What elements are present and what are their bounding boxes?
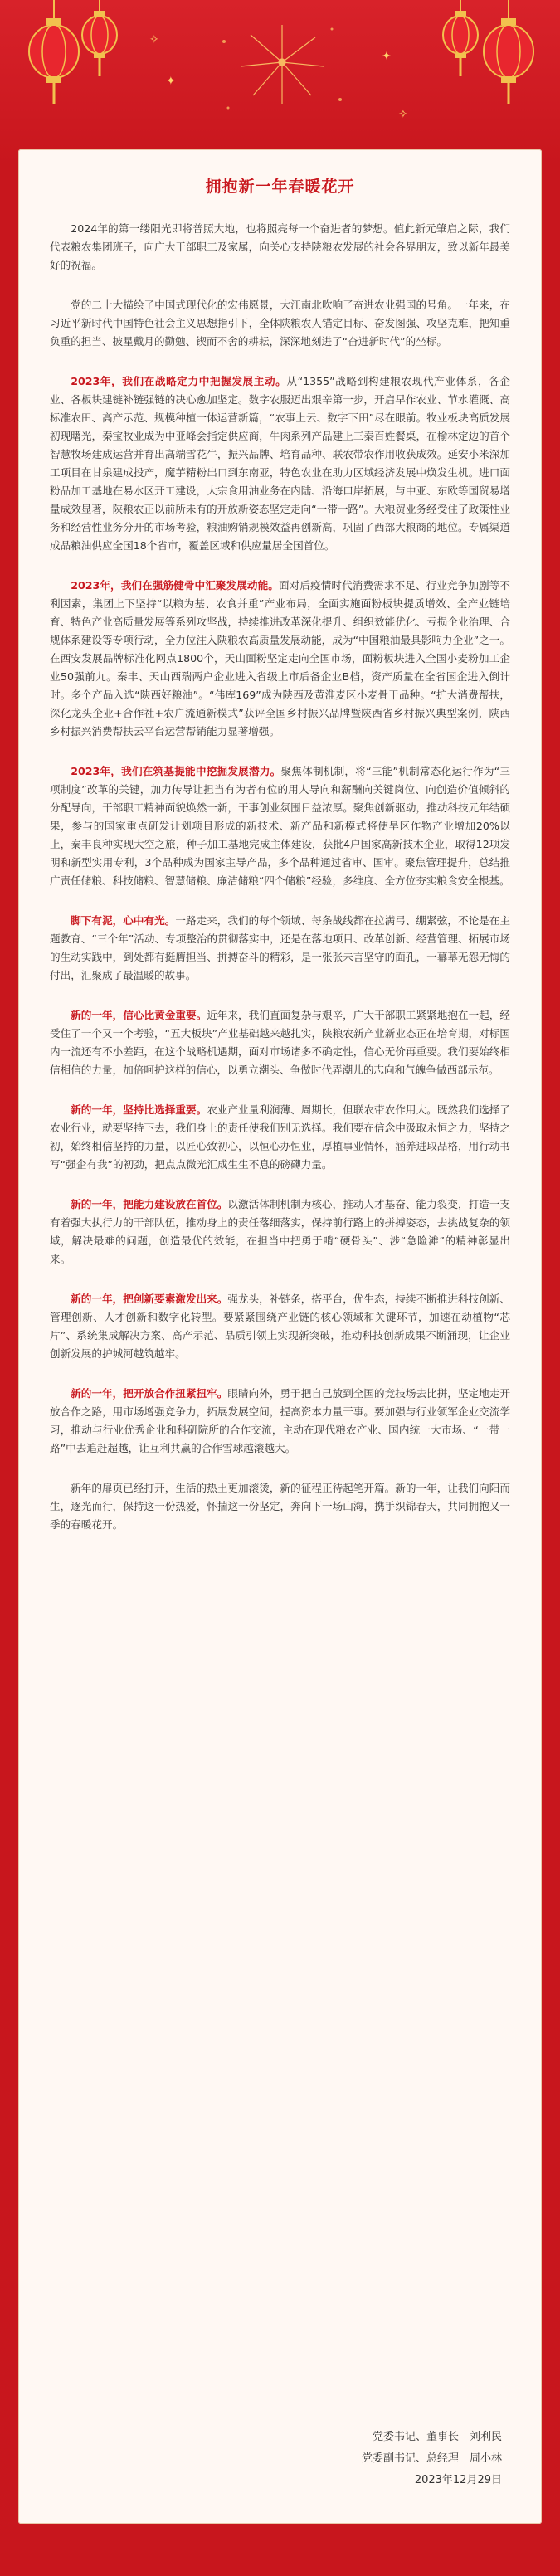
lantern-icon xyxy=(79,0,120,79)
lantern-icon xyxy=(440,0,481,79)
paragraph: 新年的扉页已经打开，生活的热土更加滚烫，新的征程正待起笔开篇。新的一年，让我们向阳而生，逐光而行，保持这一份热爱，怀揣这一份坚定，奔向下一场山海，携手织锦春天，共同拥抱又一季的春暖花开。 xyxy=(50,1482,510,1531)
paragraph: 新的一年，把开放合作扭紧扭牢。眼睛向外，勇于把自己放到全国的竞技场去比拼，坚定地走开放合作之路，用市场增强竞争力，拓展发展空间，提高资本力量干事。要加强与行业领军企业交流学习，推动与行业优秀企业和科研院所的合作交流，主动在现代粮农产业、国内统一大市场、“一带一路”中去追赶超越，让互利共赢的合作雪球越滚越大。 xyxy=(50,1387,511,1454)
paragraph: 党的二十大描绘了中国式现代化的宏伟愿景，大江南北吹响了奋进农业强国的号角。一年来，在习近平新时代中国特色社会主义思想指引下，全体陕粮农人锚定目标、奋发图强、攻坚克难，把知重负重的担当、披星戴月的勤勉、锲而不舍的耕耘，深深地刻进了“奋进新时代”的坐标。 xyxy=(50,299,510,348)
signature xyxy=(362,2427,502,2491)
paragraph: 脚下有泥，心中有光。一路走来，我们的每个领域、每条战线都在拉满弓、绷紧弦，不论是在主题教育、“三个年”活动、专项整治的贯彻落实中，还是在落地项目、改革创新、经营管理、拓展市场的生动实践中，到处都有挺膺担当、拼搏奋斗的精彩，是一张张未言坚守的面孔，一幕幕无怨无悔的付出，汇聚成了最温暖的故事。 xyxy=(50,914,511,981)
signature-line: 党委副书记、总经理 周小林 xyxy=(361,2452,502,2465)
lantern-icon xyxy=(25,0,83,108)
paragraph: 2023年，我们在筑基提能中挖掘发展潜力。聚焦体制机制，将“三能”机制常态化运行作为“三项制度”改革的关键，加力传导让担当有为者有位的用人导向和薪酬向关键岗位、向创造价值倾斜的分配导向，干部职工精神面貌焕然一新，干事创业氛围日益浓厚。聚焦创新驱动，推动科技元年结硕果，参与的国家重点研发计划项目形成的新技术、新产品和新模式将使旱区作物产业增加20%以上，秦丰良种实现大空之旅，种子加工基地完成主体建设，获批4户国家高新技术企业，取得12项发明和新型实用专利，3个品种成为国家主导产品，多个品种通过省审、国审。聚焦管理提升，总结推广责任储粮、科技储粮、智慧储粮、廉洁储粮“四个储粮”经验，多维度、全方位夯实粮食安全根基。 xyxy=(50,765,510,887)
paragraph: 新的一年，坚持比选择重要。农业产业量利润薄、周期长，但联农带农作用大。既然我们选择了农业行业，就要坚持下去，我们身上的责任使我们别无选择。我们要在信念中汲取永恒之力，坚持之初，始终相信坚持的力量，以匠心致初心，以恒心办恒业，厚植事业情怀，涵养进取品格，用行动书写“强企有我”的初劲，把点点微光汇成生生不息的磅礴力量。 xyxy=(50,1103,511,1171)
paragraph: 2024年的第一缕阳光即将普照大地，也将照亮每一个奋进者的梦想。值此新元肇启之际，我们代表粮农集团班子，向广大干部职工及家属，向关心支持陕粮农发展的社会各界朋友，致以新年最美好的祝福。 xyxy=(50,222,510,271)
paragraph: 新的一年，把能力建设放在首位。以激活体制机制为核心，推动人才基奋、能力裂变，打造一支有着强大执行力的干部队伍，推动身上的责任落细落实，保持前行路上的拼搏姿态，去挑战复杂的领域，解决最难的问题，创造最优的效能，在担当中把勇于啃“硬骨头”、涉“急险滩”的精神彰显出来。 xyxy=(50,1198,511,1265)
banner: ✦ ✦ ✧ ✧ xyxy=(0,0,560,166)
article-body xyxy=(50,220,510,1556)
footer-band xyxy=(0,2524,560,2576)
firework-icon xyxy=(207,17,357,124)
paragraph: 2023年，我们在强筋健骨中汇聚发展动能。面对后疫情时代消费需求不足、行业竞争加剧等不利因素，集团上下坚持“以粮为基、农食并重”产业布局，全面实施面粉板块提质增效、全产业链培育、特色产业高质量发展等系列攻坚战，持续推进改革深化提升、组织效能优化、亏损企业治理、合规体系建设等专项行动，全力位注入陕粮农高质量发展动能，成为“中国粮油最具影响力企业”之一。在西安发展品牌标准化网点1800个，天山面粉坚定走向全国市场，面粉板块进入全国小麦粉加工企业50强前九。秦丰、天山西瑞两户企业进入省级上市后备企业B档，资产质量在全省国企进入倒计时。多个产品入选“陕西好粮油”。“伟库169”成为陕西及黄淮麦区小麦骨干品种。“扩大消费帮扶，深化龙头企业+合作社+农户流通新模式”获评全国乡村振兴品牌暨陕西省乡村振兴典型案例，陕西乡村振兴消费帮扶云平台运营帮销能力显著增强。 xyxy=(50,579,510,738)
paragraph: 新的一年，把创新要素激发出来。强龙头，补链条，搭平台，优生态，持续不断推进科技创新、管理创新、人才创新和数字化转型。要紧紧围绕产业链的核心领域和关键环节，加速在动植物“芯片”、系统集成解决方案、高产示范、品质引领上实现新突破，推动科技创新成果不断涌现，让企业创新发展的护城河越筑越牢。 xyxy=(50,1293,511,1360)
paragraph: 2023年，我们在战略定力中把握发展主动。从“1355”战略到构建粮农现代产业体系，各企业、各板块建链补链强链的决心愈加坚定。数字农服迈出艰辛第一步，开启早作农业、节水灌溉、高标准农田、高产示范、规模种植一体运营新篇，“农事上云、数字下田”尽在眼前。牧业板块高质发展初现曙光，秦宝牧业成为中亚峰会指定供应商，牛肉系列产品建上三秦百姓餐桌，在榆林定边的首个智慧牧场建成运营并育出高端雪花牛，振兴品牌、培育品种、联农带农作用收获成效。延安小米深加工项目在甘泉建成投产，魔芋精粉出口到东南亚，特色农业在助力区域经济发展中焕发生机。进口面粉品加工基地在易水区开工建设，大宗食用油业务在内陆、沿海口岸拓展，与中亚、东欧等国贸易增量成效显著，陕粮农正以前所未有的开放新姿态坚定走向“一带一路”。大粮贸业务经受住了政策性业务和经营性业务分开的市场考验，粮油购销规模效益再创新高，巩固了西部大粮商的地位。专属渠道成品粮油供应全国18个省市，覆盖区域和供应量居全国首位。 xyxy=(50,375,510,552)
signature-date: 2023年12月29日 xyxy=(414,2474,502,2486)
letter-card xyxy=(18,149,542,2524)
page-title: 拥抱新一年春暖花开 xyxy=(205,178,355,196)
paragraph: 新的一年，信心比黄金重要。近年来，我们直面复杂与艰辛，广大干部职工紧紧地抱在一起，经受住了一个又一个考验，“五大板块”产业基础越来越扎实，陕粮农新产业新业态正在培育期，对标国内一流还有不小差距，在这个战略机遇期，面对市场诸多不确定性，信心无价再重要。我们要始终相信相信的力量，加倍呵护这样的信心，以勇立潮头、争做时代弄潮儿的志向和气魄争做西部示范。 xyxy=(50,1009,511,1076)
signature-line: 党委书记、董事长 刘利民 xyxy=(372,2431,502,2443)
lantern-icon xyxy=(480,0,538,108)
